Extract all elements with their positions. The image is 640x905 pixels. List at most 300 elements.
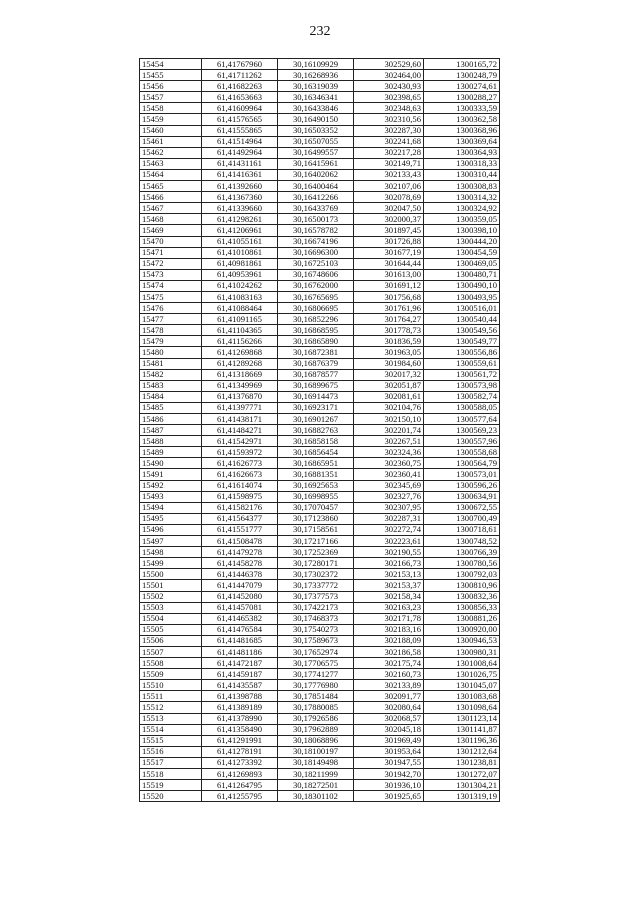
point-number-cell: 15493 (140, 491, 202, 502)
point-number-cell: 15454 (140, 59, 202, 70)
point-number-cell: 15481 (140, 358, 202, 369)
longitude-cell: 30,16499557 (278, 147, 354, 158)
point-number-cell: 15501 (140, 580, 202, 591)
longitude-cell: 30,18301102 (278, 791, 354, 802)
table-row (140, 103, 500, 114)
y-coordinate-cell: 1301083,68 (424, 691, 500, 702)
latitude-cell: 61,41367360 (202, 192, 278, 203)
table-row (140, 236, 500, 247)
longitude-cell: 30,16925653 (278, 480, 354, 491)
table-row (140, 303, 500, 314)
table-row (140, 624, 500, 635)
x-coordinate-cell: 302153,13 (354, 569, 424, 580)
y-coordinate-cell: 1301304,21 (424, 780, 500, 791)
x-coordinate-cell: 302190,55 (354, 547, 424, 558)
longitude-cell: 30,18272501 (278, 780, 354, 791)
x-coordinate-cell: 301613,00 (354, 269, 424, 280)
point-number-cell: 15459 (140, 114, 202, 125)
x-coordinate-cell: 302150,10 (354, 414, 424, 425)
point-number-cell: 15475 (140, 291, 202, 302)
point-number-cell: 15499 (140, 558, 202, 569)
table-row (140, 347, 500, 358)
longitude-cell: 30,17217166 (278, 536, 354, 547)
x-coordinate-cell: 302171,78 (354, 613, 424, 624)
point-number-cell: 15465 (140, 181, 202, 192)
point-number-cell: 15469 (140, 225, 202, 236)
table-row (140, 669, 500, 680)
table-row (140, 147, 500, 158)
point-number-cell: 15456 (140, 81, 202, 92)
y-coordinate-cell: 1300810,96 (424, 580, 500, 591)
table-row (140, 291, 500, 302)
latitude-cell: 61,41542971 (202, 436, 278, 447)
longitude-cell: 30,16503352 (278, 125, 354, 136)
table-row (140, 746, 500, 757)
y-coordinate-cell: 1301008,64 (424, 658, 500, 669)
longitude-cell: 30,17540273 (278, 624, 354, 635)
x-coordinate-cell: 302188,09 (354, 635, 424, 646)
table-row (140, 391, 500, 402)
longitude-cell: 30,17302372 (278, 569, 354, 580)
longitude-cell: 30,16346341 (278, 92, 354, 103)
x-coordinate-cell: 302272,74 (354, 524, 424, 535)
latitude-cell: 61,41010861 (202, 247, 278, 258)
y-coordinate-cell: 1301141,87 (424, 724, 500, 735)
x-coordinate-cell: 301778,73 (354, 325, 424, 336)
point-number-cell: 15510 (140, 680, 202, 691)
table-row (140, 269, 500, 280)
longitude-cell: 30,17741277 (278, 669, 354, 680)
y-coordinate-cell: 1300454,59 (424, 247, 500, 258)
x-coordinate-cell: 302080,64 (354, 702, 424, 713)
table-row (140, 336, 500, 347)
point-number-cell: 15506 (140, 635, 202, 646)
table-row (140, 280, 500, 291)
longitude-cell: 30,16914473 (278, 391, 354, 402)
x-coordinate-cell: 302175,74 (354, 658, 424, 669)
table-row (140, 203, 500, 214)
latitude-cell: 61,41593972 (202, 447, 278, 458)
table-row (140, 458, 500, 469)
x-coordinate-cell: 301936,10 (354, 780, 424, 791)
longitude-cell: 30,17070457 (278, 502, 354, 513)
x-coordinate-cell: 302217,28 (354, 147, 424, 158)
y-coordinate-cell: 1300549,77 (424, 336, 500, 347)
point-number-cell: 15520 (140, 791, 202, 802)
longitude-cell: 30,17158561 (278, 524, 354, 535)
latitude-cell: 61,41476584 (202, 624, 278, 635)
latitude-cell: 61,41514964 (202, 136, 278, 147)
y-coordinate-cell: 1300700,49 (424, 513, 500, 524)
point-number-cell: 15518 (140, 769, 202, 780)
x-coordinate-cell: 302158,34 (354, 591, 424, 602)
point-number-cell: 15517 (140, 757, 202, 768)
x-coordinate-cell: 302149,71 (354, 158, 424, 169)
x-coordinate-cell: 302133,43 (354, 169, 424, 180)
point-number-cell: 15461 (140, 136, 202, 147)
latitude-cell: 61,41459187 (202, 669, 278, 680)
longitude-cell: 30,16865951 (278, 458, 354, 469)
x-coordinate-cell: 302186,58 (354, 646, 424, 657)
x-coordinate-cell: 302348,63 (354, 103, 424, 114)
longitude-cell: 30,16500173 (278, 214, 354, 225)
latitude-cell: 61,41289268 (202, 358, 278, 369)
x-coordinate-cell: 301897,45 (354, 225, 424, 236)
point-number-cell: 15494 (140, 502, 202, 513)
x-coordinate-cell: 302078,69 (354, 192, 424, 203)
longitude-cell: 30,17851484 (278, 691, 354, 702)
table-row (140, 480, 500, 491)
point-number-cell: 15466 (140, 192, 202, 203)
table-row (140, 524, 500, 535)
table-row (140, 602, 500, 613)
point-number-cell: 15460 (140, 125, 202, 136)
table-row (140, 358, 500, 369)
point-number-cell: 15457 (140, 92, 202, 103)
point-number-cell: 15495 (140, 513, 202, 524)
point-number-cell: 15500 (140, 569, 202, 580)
table-row (140, 591, 500, 602)
table-row (140, 192, 500, 203)
x-coordinate-cell: 302081,61 (354, 391, 424, 402)
latitude-cell: 61,41472187 (202, 658, 278, 669)
x-coordinate-cell: 301836,59 (354, 336, 424, 347)
longitude-cell: 30,17652974 (278, 646, 354, 657)
point-number-cell: 15519 (140, 780, 202, 791)
x-coordinate-cell: 302091,77 (354, 691, 424, 702)
longitude-cell: 30,18211999 (278, 769, 354, 780)
point-number-cell: 15503 (140, 602, 202, 613)
point-number-cell: 15496 (140, 524, 202, 535)
table-row (140, 724, 500, 735)
x-coordinate-cell: 302133,89 (354, 680, 424, 691)
y-coordinate-cell: 1300832,36 (424, 591, 500, 602)
x-coordinate-cell: 302430,93 (354, 81, 424, 92)
point-number-cell: 15470 (140, 236, 202, 247)
latitude-cell: 61,41481685 (202, 635, 278, 646)
table-row (140, 558, 500, 569)
table-row (140, 92, 500, 103)
latitude-cell: 61,41349969 (202, 380, 278, 391)
longitude-cell: 30,16901267 (278, 414, 354, 425)
latitude-cell: 61,41626773 (202, 458, 278, 469)
x-coordinate-cell: 301644,44 (354, 258, 424, 269)
longitude-cell: 30,16725103 (278, 258, 354, 269)
point-number-cell: 15479 (140, 336, 202, 347)
y-coordinate-cell: 1300582,74 (424, 391, 500, 402)
table-row (140, 81, 500, 92)
point-number-cell: 15463 (140, 158, 202, 169)
x-coordinate-cell: 302000,37 (354, 214, 424, 225)
x-coordinate-cell: 301756,68 (354, 291, 424, 302)
y-coordinate-cell: 1301026,75 (424, 669, 500, 680)
point-number-cell: 15480 (140, 347, 202, 358)
longitude-cell: 30,16748606 (278, 269, 354, 280)
y-coordinate-cell: 1300274,61 (424, 81, 500, 92)
y-coordinate-cell: 1300573,98 (424, 380, 500, 391)
latitude-cell: 61,41452080 (202, 591, 278, 602)
latitude-cell: 61,41457081 (202, 602, 278, 613)
x-coordinate-cell: 302287,30 (354, 125, 424, 136)
latitude-cell: 61,41104365 (202, 325, 278, 336)
table-row (140, 214, 500, 225)
point-number-cell: 15464 (140, 169, 202, 180)
longitude-cell: 30,16412266 (278, 192, 354, 203)
longitude-cell: 30,17880085 (278, 702, 354, 713)
latitude-cell: 61,41435587 (202, 680, 278, 691)
longitude-cell: 30,16806695 (278, 303, 354, 314)
y-coordinate-cell: 1300559,61 (424, 358, 500, 369)
latitude-cell: 61,41339660 (202, 203, 278, 214)
point-number-cell: 15474 (140, 280, 202, 291)
latitude-cell: 61,41481186 (202, 646, 278, 657)
longitude-cell: 30,16268936 (278, 70, 354, 81)
x-coordinate-cell: 302360,75 (354, 458, 424, 469)
latitude-cell: 61,41088464 (202, 303, 278, 314)
table-row (140, 702, 500, 713)
latitude-cell: 61,41438171 (202, 414, 278, 425)
table-row (140, 713, 500, 724)
y-coordinate-cell: 1300469,05 (424, 258, 500, 269)
latitude-cell: 61,41484271 (202, 425, 278, 436)
latitude-cell: 61,40953961 (202, 269, 278, 280)
table-row (140, 691, 500, 702)
longitude-cell: 30,16433769 (278, 203, 354, 214)
y-coordinate-cell: 1300398,10 (424, 225, 500, 236)
table-row (140, 380, 500, 391)
table-row (140, 769, 500, 780)
latitude-cell: 61,41508478 (202, 536, 278, 547)
longitude-cell: 30,18068896 (278, 735, 354, 746)
x-coordinate-cell: 302327,76 (354, 491, 424, 502)
y-coordinate-cell: 1300359,05 (424, 214, 500, 225)
x-coordinate-cell: 302160,73 (354, 669, 424, 680)
latitude-cell: 61,41446378 (202, 569, 278, 580)
latitude-cell: 61,41711262 (202, 70, 278, 81)
longitude-cell: 30,17706575 (278, 658, 354, 669)
y-coordinate-cell: 1300881,26 (424, 613, 500, 624)
table-row (140, 680, 500, 691)
longitude-cell: 30,16400464 (278, 181, 354, 192)
point-number-cell: 15489 (140, 447, 202, 458)
latitude-cell: 61,41055161 (202, 236, 278, 247)
latitude-cell: 61,41614074 (202, 480, 278, 491)
y-coordinate-cell: 1300362,58 (424, 114, 500, 125)
point-number-cell: 15491 (140, 469, 202, 480)
y-coordinate-cell: 1300516,01 (424, 303, 500, 314)
longitude-cell: 30,16878577 (278, 369, 354, 380)
y-coordinate-cell: 1300596,26 (424, 480, 500, 491)
table-row (140, 325, 500, 336)
latitude-cell: 61,41083163 (202, 291, 278, 302)
y-coordinate-cell: 1300318,33 (424, 158, 500, 169)
latitude-cell: 61,41389189 (202, 702, 278, 713)
y-coordinate-cell: 1300333,59 (424, 103, 500, 114)
longitude-cell: 30,17280171 (278, 558, 354, 569)
table-row (140, 225, 500, 236)
longitude-cell: 30,16858158 (278, 436, 354, 447)
point-number-cell: 15484 (140, 391, 202, 402)
point-number-cell: 15511 (140, 691, 202, 702)
table-row (140, 547, 500, 558)
y-coordinate-cell: 1301272,07 (424, 769, 500, 780)
longitude-cell: 30,16507055 (278, 136, 354, 147)
y-coordinate-cell: 1300780,56 (424, 558, 500, 569)
table-row (140, 369, 500, 380)
latitude-cell: 61,41479278 (202, 547, 278, 558)
x-coordinate-cell: 302104,76 (354, 402, 424, 413)
table-row (140, 780, 500, 791)
table-row (140, 158, 500, 169)
point-number-cell: 15504 (140, 613, 202, 624)
y-coordinate-cell: 1300493,95 (424, 291, 500, 302)
y-coordinate-cell: 1300980,31 (424, 646, 500, 657)
y-coordinate-cell: 1300557,96 (424, 436, 500, 447)
x-coordinate-cell: 302183,16 (354, 624, 424, 635)
table-row (140, 569, 500, 580)
longitude-cell: 30,16881351 (278, 469, 354, 480)
y-coordinate-cell: 1300368,96 (424, 125, 500, 136)
y-coordinate-cell: 1301123,14 (424, 713, 500, 724)
longitude-cell: 30,17468373 (278, 613, 354, 624)
x-coordinate-cell: 302529,60 (354, 59, 424, 70)
longitude-cell: 30,16674196 (278, 236, 354, 247)
point-number-cell: 15472 (140, 258, 202, 269)
table-row (140, 436, 500, 447)
y-coordinate-cell: 1300588,05 (424, 402, 500, 413)
latitude-cell: 61,41318669 (202, 369, 278, 380)
y-coordinate-cell: 1300672,55 (424, 502, 500, 513)
point-number-cell: 15483 (140, 380, 202, 391)
longitude-cell: 30,17422173 (278, 602, 354, 613)
latitude-cell: 61,41397771 (202, 402, 278, 413)
table-row (140, 513, 500, 524)
latitude-cell: 61,41598975 (202, 491, 278, 502)
table-row (140, 658, 500, 669)
longitude-cell: 30,16872381 (278, 347, 354, 358)
table-row (140, 258, 500, 269)
y-coordinate-cell: 1300766,39 (424, 547, 500, 558)
table-row (140, 181, 500, 192)
y-coordinate-cell: 1300369,64 (424, 136, 500, 147)
x-coordinate-cell: 302307,95 (354, 502, 424, 513)
latitude-cell: 61,41264795 (202, 780, 278, 791)
y-coordinate-cell: 1300314,32 (424, 192, 500, 203)
x-coordinate-cell: 302464,00 (354, 70, 424, 81)
y-coordinate-cell: 1300946,53 (424, 635, 500, 646)
latitude-cell: 61,41091165 (202, 314, 278, 325)
y-coordinate-cell: 1300556,86 (424, 347, 500, 358)
x-coordinate-cell: 301984,60 (354, 358, 424, 369)
table-row (140, 502, 500, 513)
table-row (140, 469, 500, 480)
y-coordinate-cell: 1300308,83 (424, 181, 500, 192)
x-coordinate-cell: 302047,50 (354, 203, 424, 214)
latitude-cell: 61,41458278 (202, 558, 278, 569)
latitude-cell: 61,41551777 (202, 524, 278, 535)
longitude-cell: 30,16852296 (278, 314, 354, 325)
x-coordinate-cell: 302267,51 (354, 436, 424, 447)
point-number-cell: 15515 (140, 735, 202, 746)
y-coordinate-cell: 1300558,68 (424, 447, 500, 458)
table-row (140, 59, 500, 70)
latitude-cell: 61,41024262 (202, 280, 278, 291)
point-number-cell: 15508 (140, 658, 202, 669)
point-number-cell: 15458 (140, 103, 202, 114)
table-row (140, 580, 500, 591)
longitude-cell: 30,16319039 (278, 81, 354, 92)
x-coordinate-cell: 302345,69 (354, 480, 424, 491)
point-number-cell: 15468 (140, 214, 202, 225)
longitude-cell: 30,16876379 (278, 358, 354, 369)
x-coordinate-cell: 302360,41 (354, 469, 424, 480)
latitude-cell: 61,41255795 (202, 791, 278, 802)
latitude-cell: 61,41269893 (202, 769, 278, 780)
longitude-cell: 30,17123860 (278, 513, 354, 524)
table-row (140, 114, 500, 125)
longitude-cell: 30,16899675 (278, 380, 354, 391)
longitude-cell: 30,16998955 (278, 491, 354, 502)
point-number-cell: 15473 (140, 269, 202, 280)
y-coordinate-cell: 1300310,44 (424, 169, 500, 180)
latitude-cell: 61,41431161 (202, 158, 278, 169)
longitude-cell: 30,17252369 (278, 547, 354, 558)
point-number-cell: 15505 (140, 624, 202, 635)
longitude-cell: 30,16868595 (278, 325, 354, 336)
coordinates-table-body (140, 59, 500, 802)
longitude-cell: 30,16765695 (278, 291, 354, 302)
point-number-cell: 15487 (140, 425, 202, 436)
latitude-cell: 61,41682263 (202, 81, 278, 92)
point-number-cell: 15492 (140, 480, 202, 491)
table-row (140, 414, 500, 425)
latitude-cell: 61,41555865 (202, 125, 278, 136)
table-row (140, 646, 500, 657)
y-coordinate-cell: 1300634,91 (424, 491, 500, 502)
latitude-cell: 61,41376870 (202, 391, 278, 402)
table-row (140, 635, 500, 646)
x-coordinate-cell: 302051,87 (354, 380, 424, 391)
x-coordinate-cell: 302324,36 (354, 447, 424, 458)
latitude-cell: 61,41626673 (202, 469, 278, 480)
y-coordinate-cell: 1300165,72 (424, 59, 500, 70)
longitude-cell: 30,16923171 (278, 402, 354, 413)
latitude-cell: 61,41576565 (202, 114, 278, 125)
x-coordinate-cell: 301969,49 (354, 735, 424, 746)
longitude-cell: 30,17377573 (278, 591, 354, 602)
latitude-cell: 61,41278191 (202, 746, 278, 757)
y-coordinate-cell: 1300540,44 (424, 314, 500, 325)
y-coordinate-cell: 1300920,00 (424, 624, 500, 635)
point-number-cell: 15502 (140, 591, 202, 602)
longitude-cell: 30,18149498 (278, 757, 354, 768)
longitude-cell: 30,16865890 (278, 336, 354, 347)
longitude-cell: 30,17962889 (278, 724, 354, 735)
y-coordinate-cell: 1300573,01 (424, 469, 500, 480)
x-coordinate-cell: 301963,05 (354, 347, 424, 358)
latitude-cell: 61,41291991 (202, 735, 278, 746)
x-coordinate-cell: 302310,56 (354, 114, 424, 125)
longitude-cell: 30,16402062 (278, 169, 354, 180)
y-coordinate-cell: 1300480,71 (424, 269, 500, 280)
longitude-cell: 30,16696300 (278, 247, 354, 258)
table-row (140, 425, 500, 436)
table-row (140, 791, 500, 802)
point-number-cell: 15455 (140, 70, 202, 81)
y-coordinate-cell: 1300444,20 (424, 236, 500, 247)
y-coordinate-cell: 1300748,52 (424, 536, 500, 547)
longitude-cell: 30,16109929 (278, 59, 354, 70)
